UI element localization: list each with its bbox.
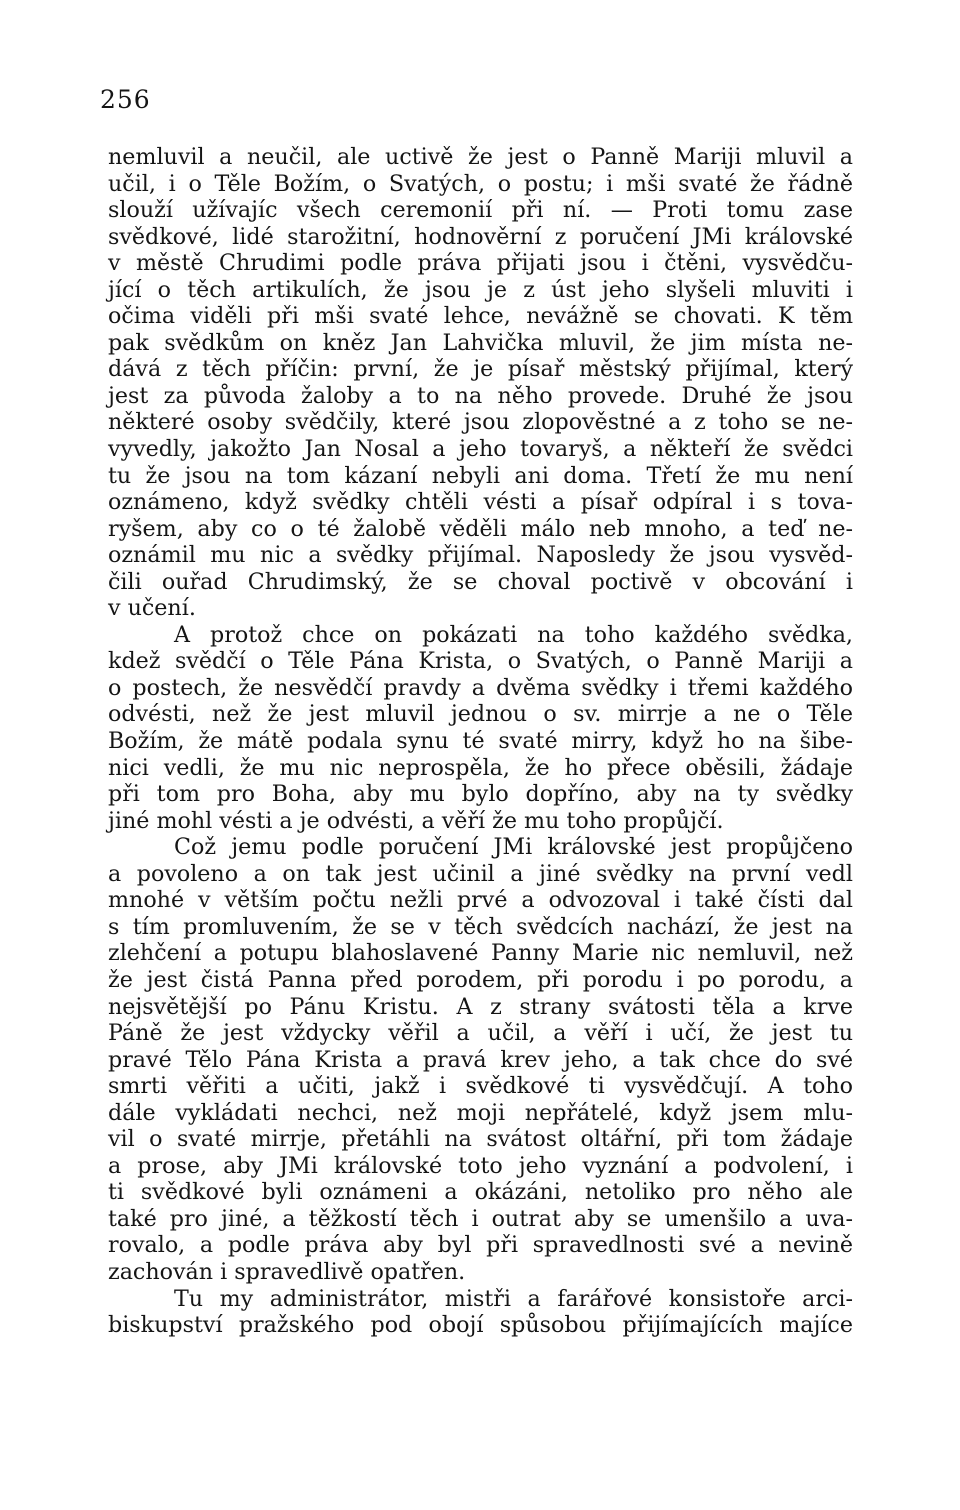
text-line: jící o těch artikulích, že jsou je z úst jeho slyšeli mluviti i (108, 276, 853, 303)
text-line: při tom pro Boha, aby mu bylo dopříno, aby na ty svědky (108, 781, 853, 808)
text-line: nemluvil a neučil, ale uctivě že jest o Panně Mariji mluvil a (108, 144, 853, 170)
text-line: nejsvětější po Pánu Kristu. A z strany svátosti těla a krve (108, 993, 853, 1020)
text-line: mnohé v větším počtu nežli prvé a odvozoval i také čísti dal (108, 887, 853, 914)
text-line: jiné mohl vésti a je odvésti, a věří že mu toho propůjčí. (108, 807, 724, 834)
text-line: o postech, že nesvědčí pravdy a dvěma svědky i třemi každého (108, 674, 853, 701)
text-line: vil o svaté mirrje, přetáhli na svátost oltářní, při tom žádaje (108, 1126, 853, 1153)
text-line: nici vedli, že mu nic neprospěla, že ho přece oběsili, žádaje (108, 754, 853, 781)
text-line: pravé Tělo Pána Krista a pravá krev jeho, a tak chce do své (108, 1046, 853, 1073)
body-text (108, 144, 853, 1339)
text-line: dále vykládati nechci, než moji nepřátelé, když jsem mlu- (108, 1099, 853, 1126)
text-line: oznámil mu nic a svědky přijímal. Naposledy že jsou vysvěd- (108, 542, 853, 569)
text-line: jest za původa žaloby a to na něho provede. Druhé že jsou (108, 382, 853, 409)
text-line: a povoleno a on tak jest učinil a jiné svědky na první vedl (108, 860, 853, 887)
text-line: tu že jsou na tom kázaní nebyli ani doma. Třetí že mu není (108, 462, 853, 489)
text-line: očima viděli při mši svaté lehce, nevážně se chovati. K těm (108, 303, 853, 330)
text-line: pak svědkům on kněz Jan Lahvička mluvil, že jim místa ne- (108, 329, 853, 356)
text-line: smrti věřiti a učiti, jakž i svědkové ti vysvědčují. A toho (108, 1073, 853, 1100)
text-line: čili ouřad Chrudimský, že se choval poctivě v obcování i (108, 568, 853, 595)
text-line: v městě Chrudimi podle práva přijati jsou i čtěni, vysvědču- (108, 250, 853, 277)
text-line: také pro jiné, a těžkostí těch i outrat aby se umenšilo a uva- (108, 1205, 853, 1232)
text-line: ryšem, aby co o té žalobě věděli málo neb mnoho, a teď ne- (108, 515, 853, 542)
page-number: 256 (100, 85, 151, 114)
text-line: učil, i o Těle Božím, o Svatých, o postu; i mši svaté že řádně (108, 170, 853, 197)
text-line: zlehčení a potupu blahoslavené Panny Marie nic nemluvil, než (108, 940, 853, 967)
text-line: ti svědkové byli oznámeni a okázáni, netoliko pro něho ale (108, 1179, 853, 1206)
text-line: odvésti, než že jest mluvil jednou o sv. mirrje a ne o Těle (108, 701, 853, 728)
text-line: v učení. (108, 595, 196, 622)
text-line: zachován i spravedlivě opatřen. (108, 1258, 466, 1285)
text-line: vyvedly, jakožto Jan Nosal a jeho tovaryš, a někteří že svědci (108, 436, 853, 463)
paragraph-start-line: A protož chce on pokázati na toho každého svědka, (174, 621, 853, 648)
text-line: slouží užívajíc všech ceremonií při ní. — Proti tomu zase (108, 197, 853, 224)
text-line: některé osoby svědčily, které jsou zlopověstné a z toho se ne- (108, 409, 853, 436)
text-line: kdež svědčí o Těle Pána Krista, o Svatých, o Panně Mariji a (108, 648, 853, 675)
text-line: svědkové, lidé starožitní, hodnověrní z poručení JMi královské (108, 223, 853, 250)
text-line: Božím, že mátě podala synu té svaté mirry, když ho na šibe- (108, 728, 853, 755)
text-line: oznámeno, když svědky chtěli vésti a písař odpíral i s tova- (108, 489, 853, 516)
text-line: rovalo, a podle práva aby byl při spravedlnosti své a nevině (108, 1232, 853, 1259)
text-line: Páně že jest vždycky věřil a učil, a věří i učí, že jest tu (108, 1020, 853, 1047)
paragraph-start-line: Tu my administrátor, mistři a farářové konsistoře arci- (174, 1285, 853, 1312)
text-line: dává z těch příčin: první, že je písař městský přijímal, který (108, 356, 853, 383)
text-line: biskupství pražského pod obojí spůsobou přijímajících majíce (108, 1312, 853, 1339)
text-line: a prose, aby JMi královské toto jeho vyznání a podvolení, i (108, 1152, 853, 1179)
paragraph-start-line: Což jemu podle poručení JMi královské jest propůjčeno (174, 834, 853, 861)
text-line: s tím promluvením, že se v těch svědcích nachází, že jest na (108, 913, 853, 940)
text-line: že jest čistá Panna před porodem, při porodu i po porodu, a (108, 966, 853, 993)
